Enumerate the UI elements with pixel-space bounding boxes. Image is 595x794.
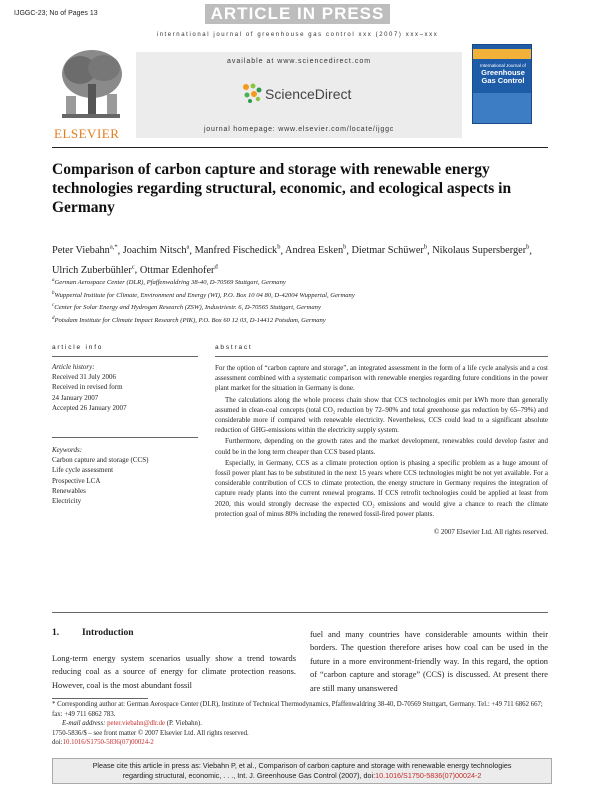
journal-running-head: international journal of greenhouse gas control xxx (2007) xxx–xxx	[156, 32, 439, 38]
affiliation: $^d$Potsdam Institute for Climate Impact Research (PIK), P.O. Box 60 12 03, D-14412 Potsdam, Germany	[52, 315, 326, 324]
availability-line[interactable]: available at www.sciencedirect.com	[226, 58, 372, 65]
elsevier-logo[interactable]	[52, 44, 130, 140]
author[interactable]: Ulrich Zuberbühler$^c$	[52, 263, 135, 276]
intro-right-column: fuel and many countries have considerable amounts within their borders. The question therefore arises how coal can be used in the future in a more environment-friendly way. In this regard, the option of “carbon capture and storage” (CCS) is discussed. At present there are still many unanswered	[310, 630, 548, 693]
sciencedirect-wordmark: ScienceDirect	[265, 86, 352, 102]
author[interactable]: Manfred Fischedick$^b$	[194, 244, 281, 257]
journal-cover-thumbnail[interactable]	[472, 44, 532, 124]
cover-image-area	[473, 93, 531, 123]
abstract-paragraph: Especially, in Germany, CCS as a climate protection option is phasing a specific problem as a huge amount of fossil power plant has to be substituted in the next 15 years where CCS technologies might be not yet available. For a considerable contribution of CCS to climate protection, the energy structure in Germany requires the integration of capture ready plants into the current renewal programs. If CCS retrofit technologies could be applied at least from 2020, this would strongly decrease the expected CO₂ emissions and would give a chance to reach the climate protection goal of minus 80% including the renewed fossil-fired power plants.	[215, 458, 548, 518]
affiliation-list	[52, 276, 552, 326]
affiliation: $^a$German Aerospace Center (DLR), Pfaffenwaldring 38-40, D-70569 Stuttgart, Germany	[52, 278, 286, 287]
corresponding-author-note: * Corresponding author at: German Aerospace Center (DLR), Institute of Technical Thermodynamics, Pfaffenwaldring 38-40, D-70569 Stuttgart, Germany. Tel.: +49 711 6862 667; fax: +49 711 6862 783.	[52, 701, 543, 718]
doi-link[interactable]: 10.1016/S1750-5836(07)00024-2	[62, 739, 154, 747]
footnotes	[52, 700, 552, 748]
article-in-press-badge: ARTICLE IN PRESS	[205, 4, 390, 24]
sciencedirect-dots-icon	[241, 82, 263, 104]
abstract-rule	[215, 356, 548, 357]
article-history	[52, 362, 192, 413]
abstract-paragraph: Furthermore, depending on the growth rates and the market development, renewables could develop faster and could be in the long term cheaper than CCS based plants.	[215, 437, 548, 456]
keyword[interactable]: Electricity	[52, 497, 82, 506]
intro-left-column: Long-term energy system scenarios usually show a trend towards reducing coal as a source of energy for climate protection reasons. However, coal is the most abundant fossil	[52, 654, 296, 690]
top-banner	[0, 0, 595, 28]
journal-id: IJGGC-23; No of Pages 13	[14, 10, 98, 17]
abstract-paragraph: The calculations along the whole process chain show that CCS technologies emit per kWh more than generally assumed in clean-coal concepts (total CO₂ reduction by 72–90% and total greenhouse gas reduction by 65–79%) and considerable more if compared with renewable electricity. Nevertheless, CCS could lead to a significant absolute reduction of GHG-emissions within the electricity supply system.	[215, 395, 548, 435]
sciencedirect-box	[136, 52, 462, 138]
keyword[interactable]: Prospective LCA	[52, 476, 101, 485]
history-line: Accepted 26 January 2007	[52, 403, 127, 412]
article-info-rule	[52, 356, 198, 357]
elsevier-tree-icon	[52, 44, 130, 124]
history-line: Received 31 July 2006	[52, 373, 116, 382]
abstract-bottom-rule	[52, 612, 548, 613]
author[interactable]: Andrea Esken$^b$	[285, 244, 347, 257]
journal-header	[52, 44, 547, 144]
abstract-paragraph: For the option of “carbon capture and storage”, an integrated assessment in the form of a life cycle analysis and a cost assessment combined with a systematic comparison with renewable energies regarding future conditions in the power plant market for the situation in Germany is done.	[215, 364, 548, 393]
keywords	[52, 445, 192, 506]
article-title: Comparison of carbon capture and storage with renewable energy technologies regarding structural, economic, and ecological aspects in Germany	[52, 161, 512, 216]
history-line: 24 January 2007	[52, 393, 99, 402]
author-list: Peter Viebahn$^{a,*}$, Joachim Nitsch$^a$, Manfred Fischedick$^b$, Andrea Esken$^b$, Dietmar Schüwer$^b$, Nikolaus Supersberger$^b$, Ulrich Zuberbühler$^c$, Ottmar Edenhofer$^d$	[52, 244, 532, 276]
citation-doi-link[interactable]: 10.1016/S1750-5836(07)00024-2	[375, 771, 482, 780]
author[interactable]: Peter Viebahn$^{a,*}$	[52, 244, 118, 257]
author[interactable]: Nikolaus Supersberger$^b$	[432, 244, 530, 257]
author[interactable]: Joachim Nitsch$^a$	[122, 244, 190, 257]
affiliation: $^b$Wuppertal Institute for Climate, Environment and Energy (WI), P.O. Box 10 04 80, D-42004 Wuppertal, Germany	[52, 290, 355, 299]
email-note: E-mail address: peter.viebahn@dlr.de (P. Viebahn).	[62, 720, 202, 728]
keyword[interactable]: Renewables	[52, 486, 86, 495]
cover-title: International Journal of Greenhouse Gas Control	[480, 63, 526, 85]
cover-band	[473, 49, 531, 59]
keywords-rule	[52, 437, 198, 438]
keyword[interactable]: Life cycle assessment	[52, 466, 114, 475]
citation-box	[52, 758, 552, 784]
author[interactable]: Dietmar Schüwer$^b$	[351, 244, 428, 257]
footnote-rule	[52, 698, 148, 699]
journal-homepage[interactable]: journal homepage: www.elsevier.com/locate/ijggc	[203, 126, 395, 133]
header-divider	[52, 147, 548, 148]
keywords-label: Keywords:	[52, 446, 83, 454]
sciencedirect-logo[interactable]	[241, 80, 381, 110]
affiliation: $^c$Center for Solar Energy and Hydrogen Research (ZSW), Industriestr. 6, D-70565 Stuttgart, Germany	[52, 303, 321, 312]
doi-line: doi:10.1016/S1750-5836(07)00024-2	[52, 739, 154, 747]
history-label: Article history:	[52, 363, 95, 371]
abstract-heading: abstract	[215, 344, 253, 351]
email-link[interactable]: peter.viebahn@dlr.de	[107, 720, 166, 728]
author[interactable]: Ottmar Edenhofer$^d$	[139, 263, 218, 276]
citation-line: regarding structural, economic, . . ., Int. J. Greenhouse Gas Control (2007), doi:10.1016/S1750-5836(07)00024-2	[122, 771, 482, 780]
introduction-heading: 1. Introduction	[52, 628, 134, 638]
abstract-body	[215, 363, 548, 537]
keyword[interactable]: Carbon capture and storage (CCS)	[52, 456, 149, 465]
citation-line: Please cite this article in press as: Viebahn P, et al., Comparison of carbon capture and storage with renewable energy technologies	[92, 761, 512, 770]
copyright-notice: © 2007 Elsevier Ltd. All rights reserved.	[433, 528, 548, 537]
issn-line: 1750-5836/$ – see front matter © 2007 Elsevier Ltd. All rights reserved.	[52, 729, 249, 737]
publisher-name: ELSEVIER	[54, 126, 120, 141]
history-line: Received in revised form	[52, 383, 123, 392]
article-info-heading: article info	[52, 344, 104, 351]
